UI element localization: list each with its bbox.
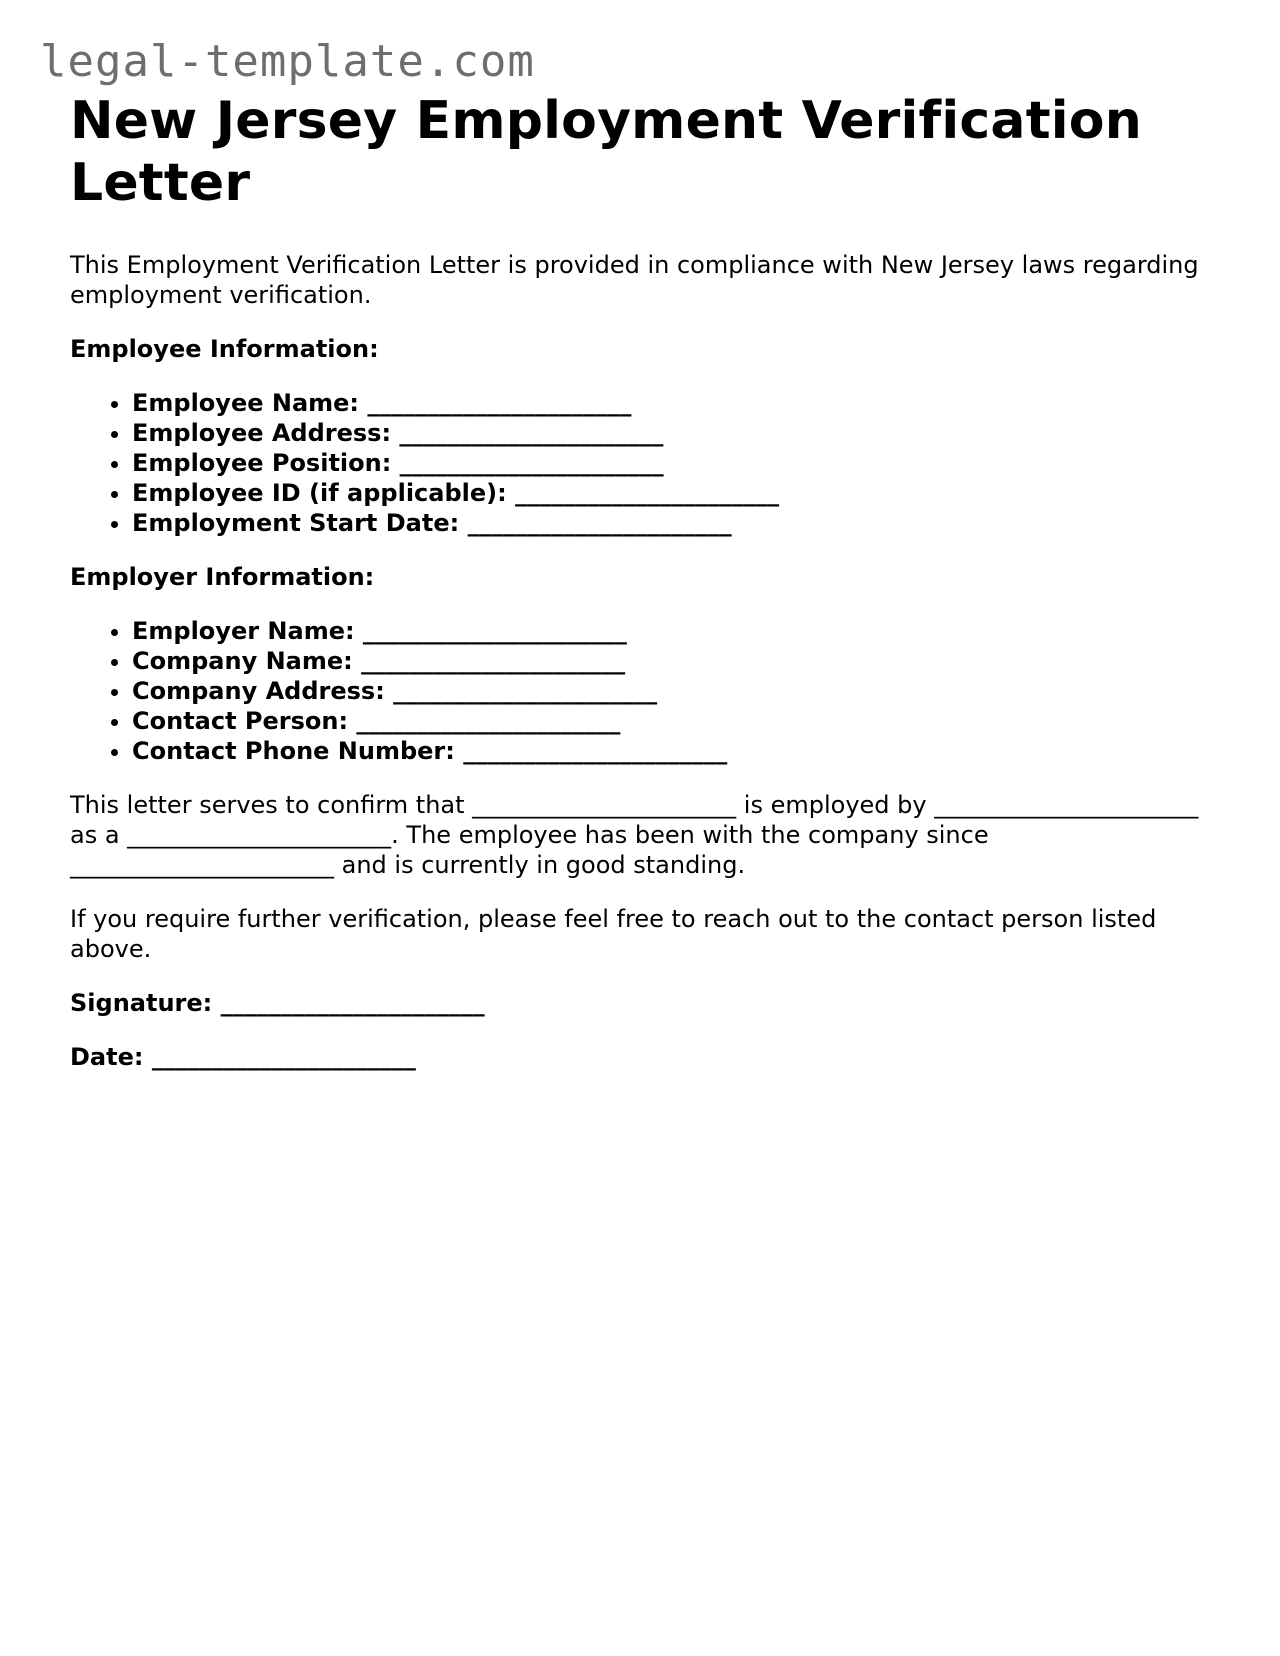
watermark-logo: legal-template.com	[40, 36, 535, 87]
list-item: • Employment Start Date: ______________________	[132, 508, 1220, 538]
list-item: • Employer Name: ______________________	[132, 616, 1220, 646]
employee-info-list	[70, 388, 1220, 538]
signature-line: Signature: ______________________	[70, 989, 485, 1017]
list-item: • Employee Address: ______________________	[132, 418, 1220, 448]
document-body	[70, 90, 1220, 1072]
list-item: • Company Name: ______________________	[132, 646, 1220, 676]
list-item: • Employee Name: ______________________	[132, 388, 1220, 418]
confirmation-paragraph: This letter serves to confirm that ______________________ is employed by ______________________ as a ______________________. The employee has been with the company since ______________________ and is currently in good standing.	[70, 791, 1199, 879]
list-item: • Employee ID (if applicable): ______________________	[132, 478, 1220, 508]
employer-section-heading: Employer Information:	[70, 563, 375, 591]
list-item: • Contact Phone Number: ______________________	[132, 736, 1220, 766]
employer-info-list	[70, 616, 1220, 766]
list-item: • Employee Position: ______________________	[132, 448, 1220, 478]
list-item: • Contact Person: ______________________	[132, 706, 1220, 736]
page-title: New Jersey Employment Verification Letter	[70, 91, 1142, 213]
employee-section-heading: Employee Information:	[70, 335, 379, 363]
intro-paragraph: This Employment Verification Letter is provided in compliance with New Jersey laws regarding employment verification.	[70, 251, 1199, 309]
further-verification-paragraph: If you require further verification, please feel free to reach out to the contact person listed above.	[70, 905, 1157, 963]
date-line: Date: ______________________	[70, 1043, 416, 1071]
list-item: • Company Address: ______________________	[132, 676, 1220, 706]
